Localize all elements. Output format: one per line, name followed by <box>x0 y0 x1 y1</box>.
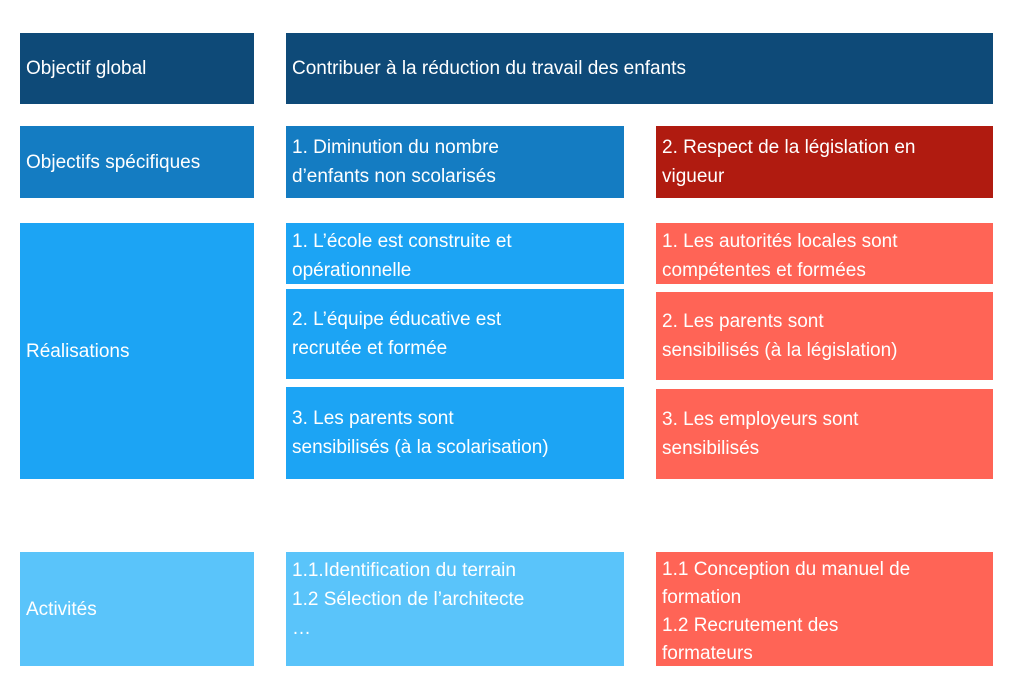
realisation-right-1-line: 1. Les autorités locales sont <box>662 231 898 252</box>
label-activites <box>20 552 254 666</box>
label-activites-text: Activités <box>26 598 97 620</box>
activities-left-box <box>286 552 624 666</box>
realisation-left-1-line: opérationnelle <box>292 260 412 281</box>
specific-objective-2-line: 2. Respect de la législation en <box>662 137 916 158</box>
activities-right-box <box>656 552 993 666</box>
activity-left-line: 1.2 Sélection de l’architecte <box>292 589 525 610</box>
label-objectifs-specifiques <box>20 126 254 198</box>
realisation-right-3-box <box>656 389 993 479</box>
realisation-left-1-line: 1. L’école est construite et <box>292 231 512 252</box>
specific-objective-1-box <box>286 126 624 198</box>
activity-left-line: 1.1.Identification du terrain <box>292 560 516 581</box>
global-objective-box <box>286 33 993 104</box>
realisation-right-2-box <box>656 292 993 380</box>
realisation-left-1-box <box>286 223 624 284</box>
activity-right-line: formation <box>662 587 742 608</box>
realisation-right-3-line: sensibilisés <box>662 438 760 459</box>
specific-objective-2-box <box>656 126 993 198</box>
label-objectif-global-text: Objectif global <box>26 58 147 79</box>
label-realisations <box>20 223 254 479</box>
label-realisations-text: Réalisations <box>26 340 130 362</box>
specific-objective-1-line: 1. Diminution du nombre <box>292 137 499 158</box>
realisation-left-3-line: 3. Les parents sont <box>292 408 454 429</box>
realisation-left-3-line: sensibilisés (à la scolarisation) <box>292 437 549 458</box>
activity-right-line: formateurs <box>662 643 753 664</box>
realisation-right-1-box <box>656 223 993 284</box>
specific-objective-1-line: d’enfants non scolarisés <box>292 166 496 187</box>
activity-right-line: 1.1 Conception du manuel de <box>662 559 911 580</box>
activity-right-line: 1.2 Recrutement des <box>662 615 839 636</box>
realisation-right-1-line: compétentes et formées <box>662 260 866 281</box>
realisation-right-3-line: 3. Les employeurs sont <box>662 409 859 430</box>
realisation-right-2-line: 2. Les parents sont <box>662 311 824 332</box>
global-objective-text: Contribuer à la réduction du travail des enfants <box>292 58 686 79</box>
label-objectifs-specifiques-text: Objectifs spécifiques <box>26 151 201 173</box>
realisation-left-2-line: recrutée et formée <box>292 338 448 359</box>
specific-objective-2-line: vigueur <box>662 166 725 187</box>
realisation-left-2-box <box>286 289 624 379</box>
realisation-right-2-line: sensibilisés (à la législation) <box>662 340 898 361</box>
realisation-left-3-box <box>286 387 624 479</box>
activity-left-line: … <box>292 618 311 639</box>
realisation-left-2-line: 2. L’équipe éducative est <box>292 309 502 330</box>
label-objectif-global <box>20 33 254 104</box>
